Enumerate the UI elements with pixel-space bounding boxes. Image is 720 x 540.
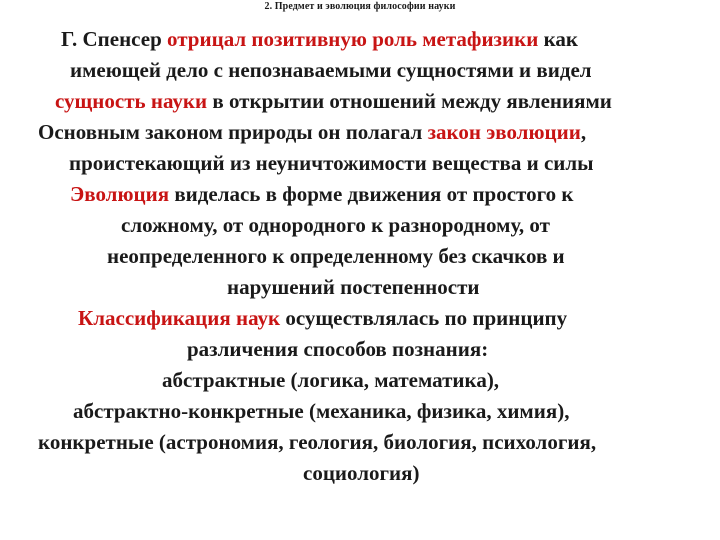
paragraph-4-line-6: социология) [303, 461, 420, 485]
text-segment: виделась в форме движения от простого к [169, 182, 574, 206]
paragraph-1-line-2: имеющей дело с непознаваемыми сущностями и видел [70, 58, 592, 82]
highlighted-text: Классификация наук [78, 306, 281, 330]
paragraph-3-line-1 [70, 179, 720, 210]
paragraph-1-line-3 [55, 86, 720, 117]
paragraph-3-line-2: сложному, от однородного к разнородному, от [121, 213, 550, 237]
paragraph-3-line-3: неопределенного к определенному без скачков и [107, 244, 565, 268]
paragraph-4-line-4: абстрактно-конкретные (механика, физика, химия), [73, 399, 570, 423]
text-segment: как [538, 27, 578, 51]
paragraph-4-line-1 [78, 303, 720, 334]
highlighted-text: Эволюция [70, 182, 170, 206]
text-segment: Основным законом природы он полагал [38, 120, 428, 144]
paragraph-3-line-4: нарушений постепенности [227, 275, 480, 299]
paragraph-4-line-3: абстрактные (логика, математика), [162, 368, 500, 392]
paragraph-4-line-2: различения способов познания: [187, 337, 489, 361]
highlighted-text: отрицал позитивную роль метафизики [167, 27, 539, 51]
highlighted-text: закон эволюции [427, 120, 581, 144]
slide-header: 2. Предмет и эволюция философии науки [264, 1, 456, 12]
paragraph-1-line-1 [61, 24, 720, 55]
highlighted-text: сущность науки [55, 89, 208, 113]
text-segment: в открытии отношений между явлениями [207, 89, 612, 113]
paragraph-2-line-2: проистекающий из неуничтожимости вещества и силы [69, 151, 594, 175]
text-segment: , [580, 120, 587, 144]
paragraph-4-line-5: конкретные (астрономия, геология, биология, психология, [38, 430, 597, 454]
paragraph-2-line-1 [38, 117, 720, 148]
slide-body [0, 24, 720, 489]
text-segment: осуществлялась по принципу [280, 306, 568, 330]
text-segment: Г. Спенсер [61, 27, 168, 51]
